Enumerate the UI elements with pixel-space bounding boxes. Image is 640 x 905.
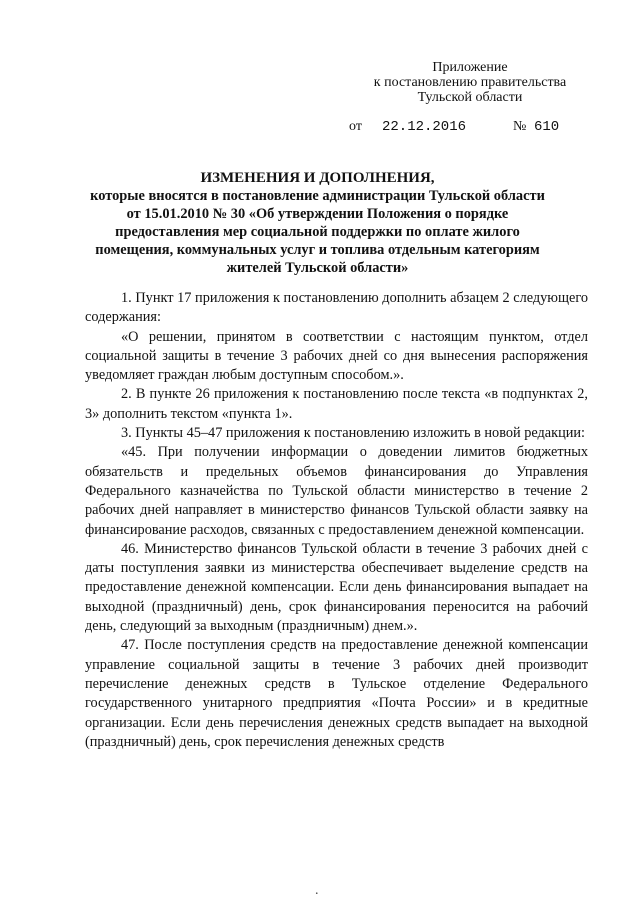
number-prefix: № (513, 119, 527, 134)
paragraph-6: 46. Министерство финансов Тульской области в течение 3 рабочих дней с даты поступления заявки из министерства обеспечивает выделение средств на предоставление денежной компенсации. Если день финансирования выпадает на выходной (праздничный) день, срок финансирования переносится на рабочий день, следующий за выходным (праздничным) днем.». (85, 540, 588, 635)
attachment-line-1: Приложение (432, 60, 508, 75)
document-number: 610 (534, 119, 560, 135)
title-line-1: которые вносятся в постановление администрации Тульской области (90, 188, 545, 204)
page-mark: . (315, 883, 319, 898)
attachment-line-2: к постановлению правительства (373, 75, 567, 90)
paragraph-7: 47. После поступления средств на предоставление денежной компенсации управление социальной защиты в течение 3 рабочих дней производит перечисление денежных средств в Тульское отделение Федерального государственного унитарного предприятия «Почта России» и в кредитные организации. Если день перечисления денежных средств выпадает на выходной (праздничный) день, срок перечисления денежных средств (85, 637, 588, 750)
paragraph-3: 2. В пункте 26 приложения к постановлению после текста «в подпунктах 2, 3» дополнить текстом «пункта 1». (85, 386, 588, 422)
date-prefix: от (349, 119, 362, 134)
title-line-3: предоставления мер социальной поддержки по оплате жилого (115, 224, 520, 240)
document-title (60, 169, 575, 277)
paragraph-1: 1. Пункт 17 приложения к постановлению дополнить абзацем 2 следующего содержания: (85, 290, 588, 326)
title-line-4: помещения, коммунальных услуг и топлива отдельным категориям (95, 242, 540, 258)
document-date-number (349, 119, 589, 135)
paragraph-4: 3. Пункты 45–47 приложения к постановлению изложить в новой редакции: (121, 425, 586, 442)
attachment-line-3: Тульской области (417, 90, 523, 105)
attachment-block (355, 60, 585, 105)
title-line-2: от 15.01.2010 № 30 «Об утверждении Положения о порядке (126, 206, 509, 222)
title-heading: ИЗМЕНЕНИЯ И ДОПОЛНЕНИЯ, (200, 170, 435, 186)
title-line-5: жителей Тульской области» (226, 260, 409, 276)
document-body (85, 289, 588, 752)
paragraph-5: «45. При получении информации о доведении лимитов бюджетных обязательств и предельных объемов финансирования до Управления Федерального казначейства по Тульской области министерство в течение 2 рабочих дней направляет в министерство финансов Тульской области заявку на финансирование расходов, связанных с предоставлением денежной компенсации. (85, 444, 588, 538)
paragraph-2: «О решении, принятом в соответствии с настоящим пунктом, отдел социальной защиты в течение 3 рабочих дней со дня вынесения распоряжения уведомляет граждан любым доступным способом.». (85, 328, 588, 384)
document-date: 22.12.2016 (382, 119, 467, 135)
